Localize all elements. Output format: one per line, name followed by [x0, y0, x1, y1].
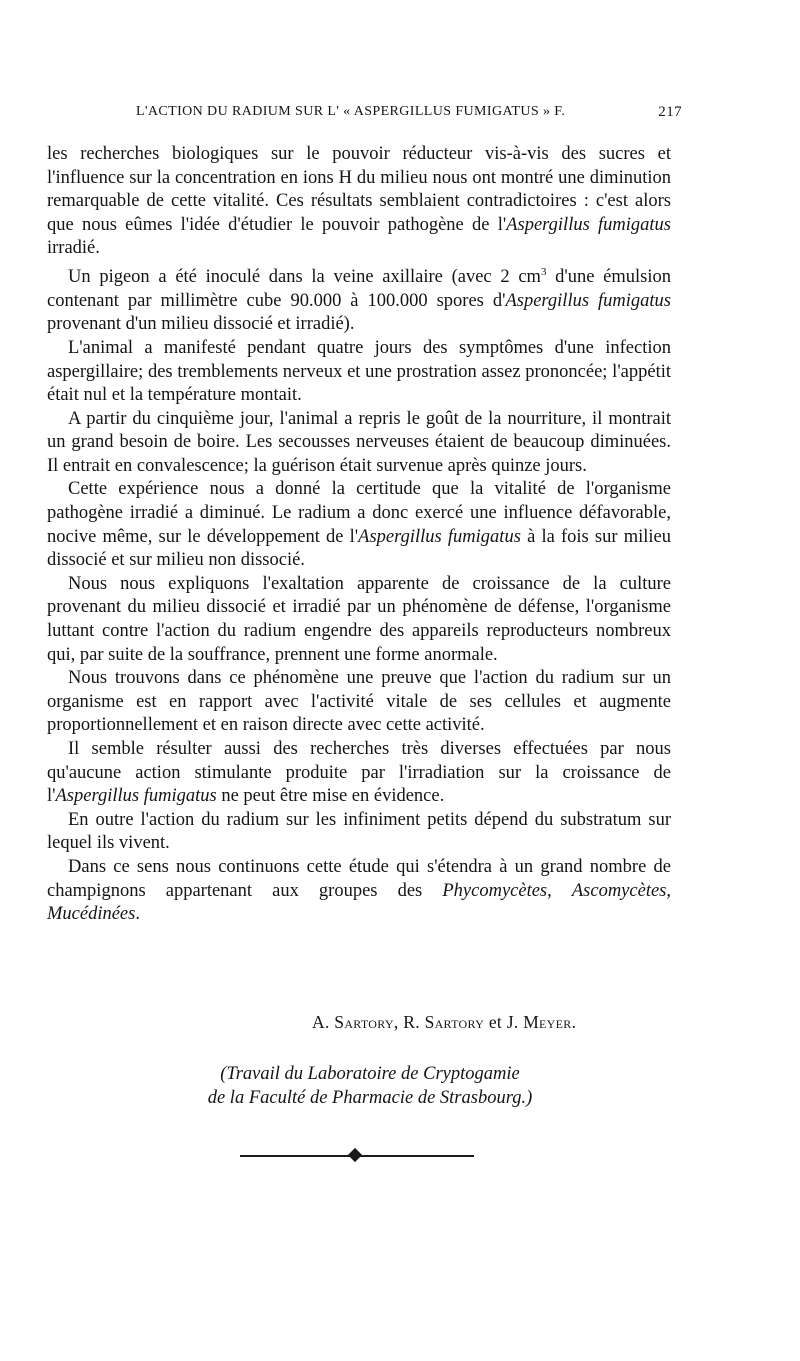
superscript: 3: [540, 265, 547, 278]
article-body: [47, 143, 671, 927]
author-name: Sartory: [334, 1012, 394, 1032]
species-name: Aspergillus fumigatus: [505, 290, 671, 311]
text-run: Cette expérience nous a donné la certitude que la vitalité de l'organisme pathogène irradié a diminué. Le radium a donc exercé une influence défavorable, nocive même, sur le développement de l': [47, 479, 671, 547]
page-header: [136, 104, 682, 128]
text-run: ne peut être mise en évidence.: [216, 786, 445, 807]
paragraph-3: L'animal a manifesté pendant quatre jours des symptômes d'une infection aspergillaire; des tremblements nerveux et une prostration assez prononcée; l'appétit était nul et la température montait.: [47, 337, 671, 406]
group-name: Ascomycètes: [571, 880, 667, 901]
text-run: Dans ce sens nous continuons cette étude qui s'étendra à un grand nombre de champignons appartenant aux groupes des: [47, 856, 671, 901]
text-run: irradié.: [47, 238, 100, 259]
text-run: à la fois sur milieu dissocié et sur milieu non dissocié.: [47, 526, 671, 571]
species-name: Aspergillus fumigatus: [358, 526, 521, 547]
text-run: Un pigeon a été inoculé dans la veine axillaire (avec 2 cm: [68, 267, 541, 288]
paragraph-4: A partir du cinquième jour, l'animal a repris le goût de la nourriture, il montrait un grand besoin de boire. Les secousses nerveuses étaient de beaucoup diminuées. Il entrait en convalescence; la guérison était survenue après quinze jours.: [47, 408, 671, 476]
text-run: ,: [666, 880, 671, 901]
text-run: ,: [547, 880, 572, 901]
group-name: Phycomycètes: [442, 880, 548, 901]
text-run: les recherches biologiques sur le pouvoir réducteur vis-à-vis des sucres et l'influence sur la concentration en ions H du milieu nous ont montré une diminution remarquable de cette vitalité. Ces résultats semblaient contradictoires : c'est alors que nous eûmes l'idée d'étudier le pouvoir pathogène de l': [47, 144, 671, 235]
author-name: Meyer: [523, 1012, 572, 1032]
author-initial: , R.: [393, 1012, 425, 1032]
running-title: L'ACTION DU RADIUM SUR L' « ASPERGILLUS FUMIGATUS » F.: [136, 104, 566, 119]
laboratory-line-1: (Travail du Laboratoire de Cryptogamie: [220, 1064, 520, 1084]
paragraph-10: [47, 856, 671, 927]
author-signature: [312, 1012, 576, 1033]
paragraph-9: En outre l'action du radium sur les infiniment petits dépend du substratum sur lequel ils vivent.: [47, 809, 671, 854]
species-name: Aspergillus fumigatus: [506, 214, 672, 235]
paragraph-2: [47, 261, 671, 337]
paragraph-8: [47, 738, 671, 809]
page-number: 217: [658, 104, 682, 120]
paragraph-5: [47, 478, 671, 572]
laboratory-line-2: de la Faculté de Pharmacie de Strasbourg.): [207, 1088, 533, 1108]
text-run: provenant d'un milieu dissocié et irradié).: [47, 314, 355, 335]
author-initial: et J.: [484, 1012, 524, 1032]
author-name: Sartory: [424, 1012, 485, 1032]
paragraph-6: Nous nous expliquons l'exaltation apparente de croissance de la culture provenant du milieu dissocié et irradié par un phénomène de défense, l'organisme luttant contre l'action du radium engendre des appareils reproducteurs nombreux qui, par suite de la souffrance, prennent une forme anormale.: [47, 573, 671, 665]
diamond-ornament-icon: [348, 1148, 362, 1162]
text-run: Il semble résulter aussi des recherches très diverses effectuées par nous qu'aucune action stimulante produite par l'irradiation sur la croissance de l': [47, 739, 671, 807]
ornamental-rule: [240, 1149, 474, 1163]
paragraph-7: Nous trouvons dans ce phénomène une preuve que l'action du radium sur un organisme est en rapport avec l'activité vitale de ses cellules et augmente proportionnellement et en raison directe avec cette activité.: [47, 668, 671, 736]
laboratory-credit: [150, 1062, 590, 1110]
paragraph-1: [47, 143, 671, 261]
species-name: Aspergillus fumigatus: [55, 786, 217, 807]
group-name: Mucédinées: [47, 904, 136, 925]
text-run: .: [571, 1012, 577, 1032]
author-initial: A.: [312, 1012, 335, 1032]
text-run: d'une émulsion contenant par millimètre cube 90.000 à 100.000 spores d': [47, 267, 672, 311]
text-run: .: [135, 904, 140, 925]
